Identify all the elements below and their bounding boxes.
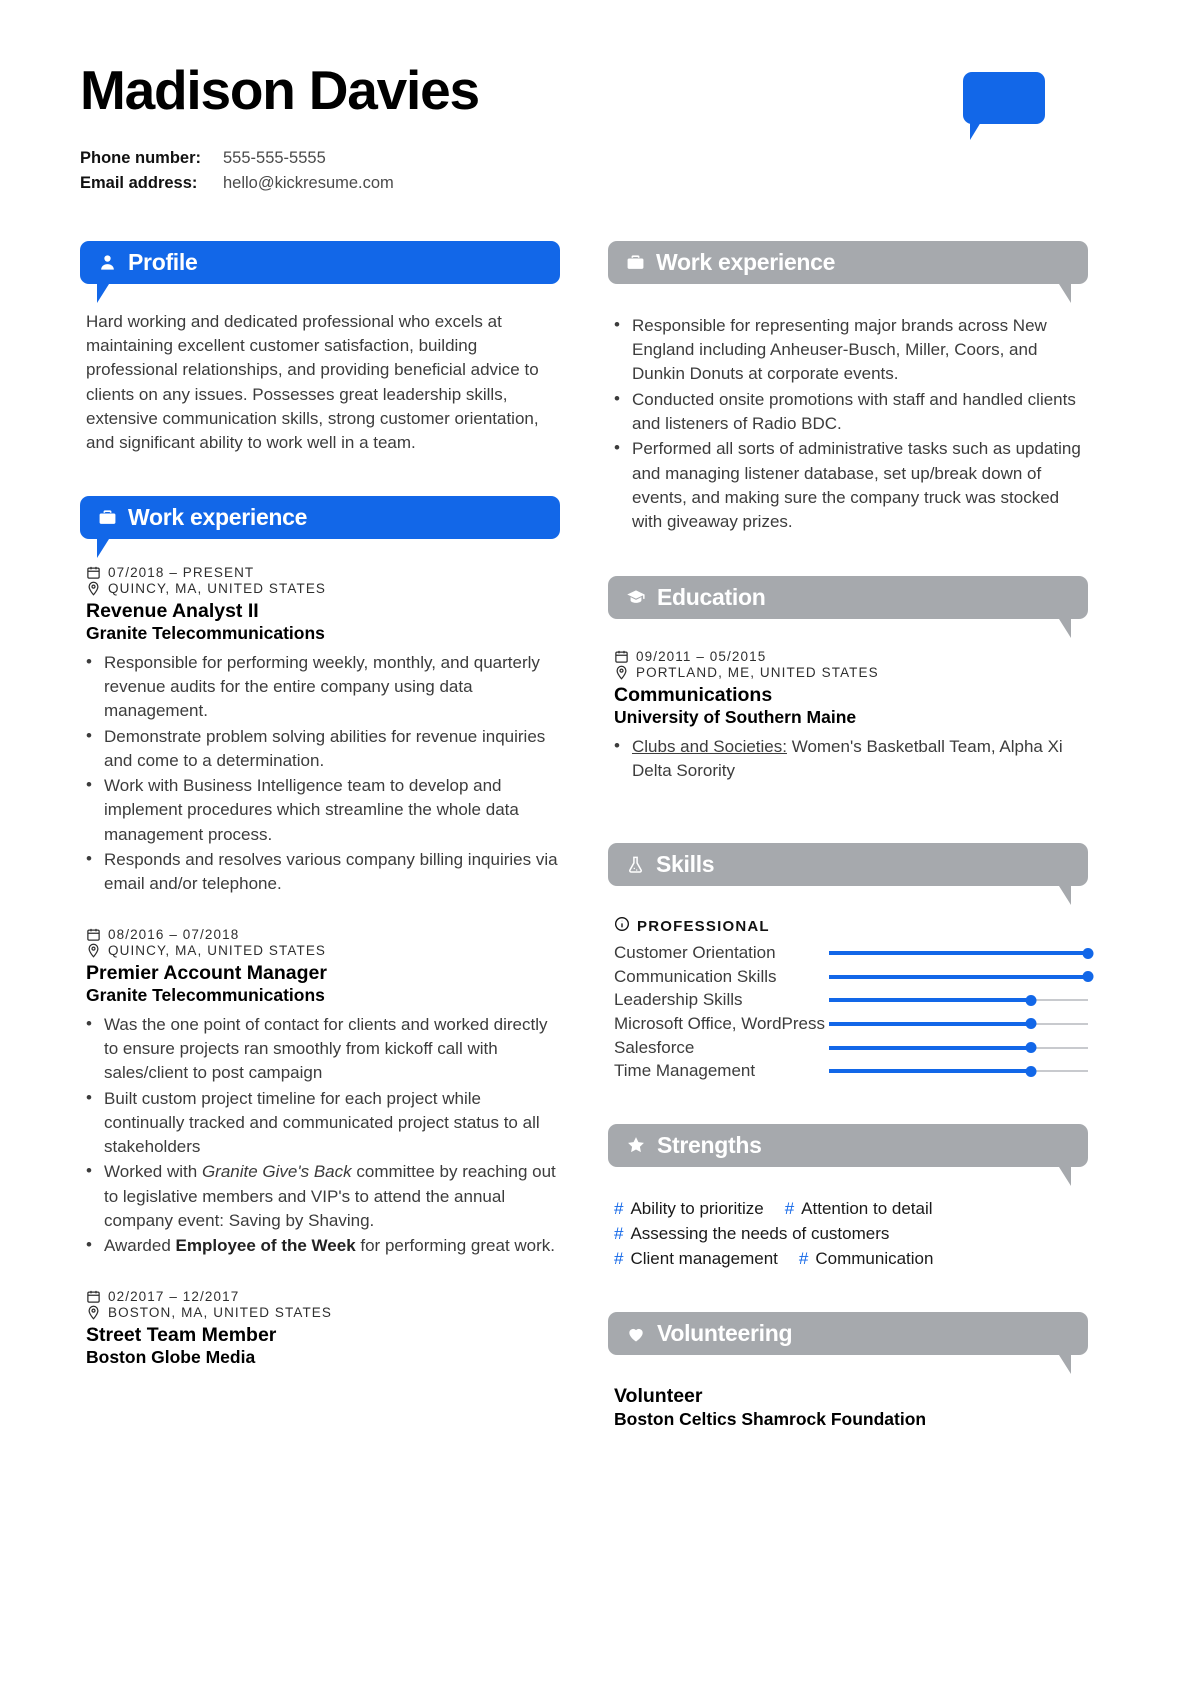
skill-dot [1083, 948, 1094, 959]
briefcase-icon [98, 508, 117, 527]
section-title: Work experience [128, 503, 308, 530]
entry-date: 07/2018 – PRESENT [108, 564, 255, 580]
section-header-volunteering [608, 1312, 1088, 1355]
entry-title: Street Team Member [86, 1323, 277, 1346]
section-title: Profile [128, 248, 198, 275]
entry-organization: Granite Telecommunications [86, 984, 325, 1005]
strength-tag [799, 1247, 934, 1271]
contact-block [80, 146, 1120, 197]
skill-rating-bar [829, 1060, 1088, 1082]
section-header-education [608, 576, 1088, 619]
entry-location: QUINCY, MA, UNITED STATES [108, 942, 327, 958]
skill-row [608, 942, 1088, 965]
list-item [608, 735, 1088, 784]
skill-rating-bar [829, 1013, 1088, 1035]
clubs-label: Clubs and Societies: [632, 736, 787, 756]
list-item: • Work with Business Intelligence team to develop and implement procedures which streamline the whole data management process. [80, 774, 560, 847]
list-item: • Awarded Employee of the Week for performing great work. [80, 1234, 560, 1258]
skill-dot [1026, 995, 1037, 1006]
hash-icon: # [784, 1198, 795, 1218]
profile-text: Hard working and dedicated professional who excels at maintaining excellent customer satisfaction, building professional relationships, and providing beneficial advice to clients on any issues. Possesses great leadership skills, extensive communication skills, strong customer orientation, and significant ability to work well in a team. [86, 311, 539, 453]
entry-organization: Boston Globe Media [86, 1346, 256, 1367]
info-icon [614, 916, 630, 936]
calendar-icon [614, 649, 629, 664]
strength-label: Attention to detail [801, 1198, 933, 1218]
section-title: Skills [656, 851, 715, 878]
entry-title: Revenue Analyst II [86, 599, 259, 622]
phone-row [80, 146, 1120, 172]
list-item: • Performed all sorts of administrative tasks such as updating and managing listener database, set up/break down of events, and making sure the company truck was stocked with giveaway prizes. [608, 437, 1088, 534]
skill-list [608, 942, 1088, 1083]
entry-location: BOSTON, MA, UNITED STATES [108, 1304, 333, 1320]
calendar-icon [86, 565, 101, 580]
section-header-profile [80, 241, 560, 284]
entry-organization: Granite Telecommunications [86, 622, 325, 643]
skill-group-label [608, 916, 1088, 936]
skill-name: Microsoft Office, WordPress [614, 1013, 825, 1033]
volunteer-role: Volunteer [614, 1385, 703, 1408]
list-item: • Worked with Granite Give's Back committee by reaching out to legislative members and VIP's to attend the annual company event: Saving by Shaving. [80, 1160, 560, 1233]
entry-bullets [80, 651, 560, 897]
entry-location: QUINCY, MA, UNITED STATES [108, 580, 327, 596]
page-title: Madison Davies [80, 59, 479, 121]
section-title: Work experience [656, 248, 836, 275]
skill-fill [829, 951, 1088, 955]
section-header-work-experience-right [608, 241, 1088, 284]
entry-date-row [80, 1289, 560, 1304]
entry-date-row [80, 927, 560, 942]
work-entry [80, 565, 560, 897]
graduation-cap-icon [626, 587, 646, 607]
hash-icon: # [614, 1249, 624, 1269]
list-item: • Conducted onsite promotions with staff and handled clients and listeners of Radio BDC. [608, 388, 1088, 437]
location-pin-icon [86, 581, 101, 596]
skill-row [608, 966, 1088, 989]
strength-label: Communication [815, 1249, 934, 1269]
entry-location-row [80, 1305, 560, 1320]
strength-row [614, 1197, 1088, 1221]
calendar-icon [86, 1289, 101, 1304]
entry-school: University of Southern Maine [614, 706, 857, 727]
location-pin-icon [86, 943, 101, 958]
education-bullets [608, 735, 1088, 784]
section-title: Volunteering [657, 1320, 793, 1347]
entry-location-row [608, 665, 1088, 680]
skill-name: Leadership Skills [614, 990, 743, 1010]
list-item: • Responsible for representing major brands across New England including Anheuser-Busch, Miller, Coors, and Dunkin Donuts at corporate events. [608, 314, 1088, 387]
left-column [80, 241, 560, 1430]
strength-tag [785, 1197, 933, 1221]
skill-name: Salesforce [614, 1037, 695, 1057]
skill-group-name: PROFESSIONAL [637, 917, 770, 935]
skill-row [608, 1037, 1088, 1060]
strength-label: Assessing the needs of customers [630, 1223, 890, 1243]
list-item: • Was the one point of contact for clients and worked directly to ensure projects ran smoothly from kickoff call with sales/client to post campaign [80, 1013, 560, 1086]
entry-date: 08/2016 – 07/2018 [108, 926, 240, 942]
strength-row [614, 1247, 1088, 1271]
email-label: Email address: [80, 174, 198, 193]
skill-name: Communication Skills [614, 966, 777, 986]
skill-row [608, 989, 1088, 1012]
strength-row [614, 1222, 1088, 1246]
strength-list [608, 1197, 1088, 1271]
list-item: • Responds and resolves various company billing inquiries via email and/or telephone. [80, 848, 560, 897]
strength-label: Client management [630, 1249, 778, 1269]
strength-tag [614, 1247, 778, 1271]
skill-name: Customer Orientation [614, 943, 776, 963]
chat-bubble-icon [963, 72, 1045, 124]
strength-tag [614, 1197, 764, 1221]
skill-name: Time Management [614, 1061, 756, 1081]
entry-location-row [80, 581, 560, 596]
skill-dot [1083, 971, 1094, 982]
email-row [80, 171, 1120, 197]
entry-date-row [80, 565, 560, 580]
hash-icon: # [798, 1249, 809, 1269]
entry-date: 09/2011 – 05/2015 [636, 648, 767, 664]
skill-dot [1026, 1066, 1037, 1077]
calendar-icon [86, 927, 101, 942]
briefcase-icon [626, 253, 645, 272]
section-title: Strengths [657, 1131, 762, 1158]
skill-fill [829, 1022, 1031, 1026]
phone-value: 555-555-5555 [223, 148, 326, 167]
section-header-strengths [608, 1124, 1088, 1167]
volunteer-organization: Boston Celtics Shamrock Foundation [614, 1408, 927, 1429]
person-icon [98, 253, 117, 272]
volunteering-entry [608, 1385, 1088, 1429]
entry-date-row [608, 649, 1088, 664]
skill-row [608, 1013, 1088, 1036]
skill-row [608, 1060, 1088, 1083]
skill-rating-bar [829, 989, 1088, 1011]
section-header-skills [608, 843, 1088, 886]
skill-fill [829, 998, 1031, 1002]
hash-icon: # [614, 1223, 624, 1243]
entry-title: Premier Account Manager [86, 961, 327, 984]
work-entry-list-left [80, 565, 560, 1368]
section-header-work-experience-left [80, 496, 560, 539]
entry-bullets [80, 1013, 560, 1259]
list-item: • Built custom project timeline for each project while continually tracked and communicated project status to all stakeholders [80, 1087, 560, 1160]
skill-rating-bar [829, 1037, 1088, 1059]
location-pin-icon [614, 665, 629, 680]
star-icon [626, 1135, 646, 1155]
strength-label: Ability to prioritize [630, 1198, 764, 1218]
section-title: Education [657, 583, 766, 610]
skill-dot [1026, 1042, 1037, 1053]
hash-icon: # [614, 1198, 624, 1218]
resume-header [0, 0, 1200, 197]
skill-rating-bar [829, 942, 1088, 964]
clubs-text: Women's Basketball Team, Alpha Xi Delta Sorority [632, 736, 1063, 780]
email-value: hello@kickresume.com [223, 174, 394, 193]
work-entry [80, 1289, 560, 1368]
entry-date: 02/2017 – 12/2017 [108, 1288, 240, 1304]
education-entry [608, 649, 1088, 784]
heart-icon [626, 1324, 646, 1344]
entry-degree: Communications [614, 683, 773, 706]
right-column [608, 241, 1088, 1430]
entry-location-row [80, 943, 560, 958]
phone-label: Phone number: [80, 148, 202, 167]
work-entry [80, 927, 560, 1259]
work-bullets-right [608, 314, 1088, 535]
skill-fill [829, 1069, 1031, 1073]
skill-fill [829, 975, 1088, 979]
skill-rating-bar [829, 966, 1088, 988]
list-item: • Demonstrate problem solving abilities for revenue inquiries and come to a determination. [80, 725, 560, 774]
strength-tag [614, 1222, 889, 1246]
entry-location: PORTLAND, ME, UNITED STATES [636, 664, 879, 680]
location-pin-icon [86, 1305, 101, 1320]
skill-fill [829, 1046, 1031, 1050]
flask-icon [626, 855, 645, 874]
resume-body [0, 241, 1200, 1430]
skill-dot [1026, 1018, 1037, 1029]
list-item: • Responsible for performing weekly, monthly, and quarterly revenue audits for the entire company using data management. [80, 651, 560, 724]
